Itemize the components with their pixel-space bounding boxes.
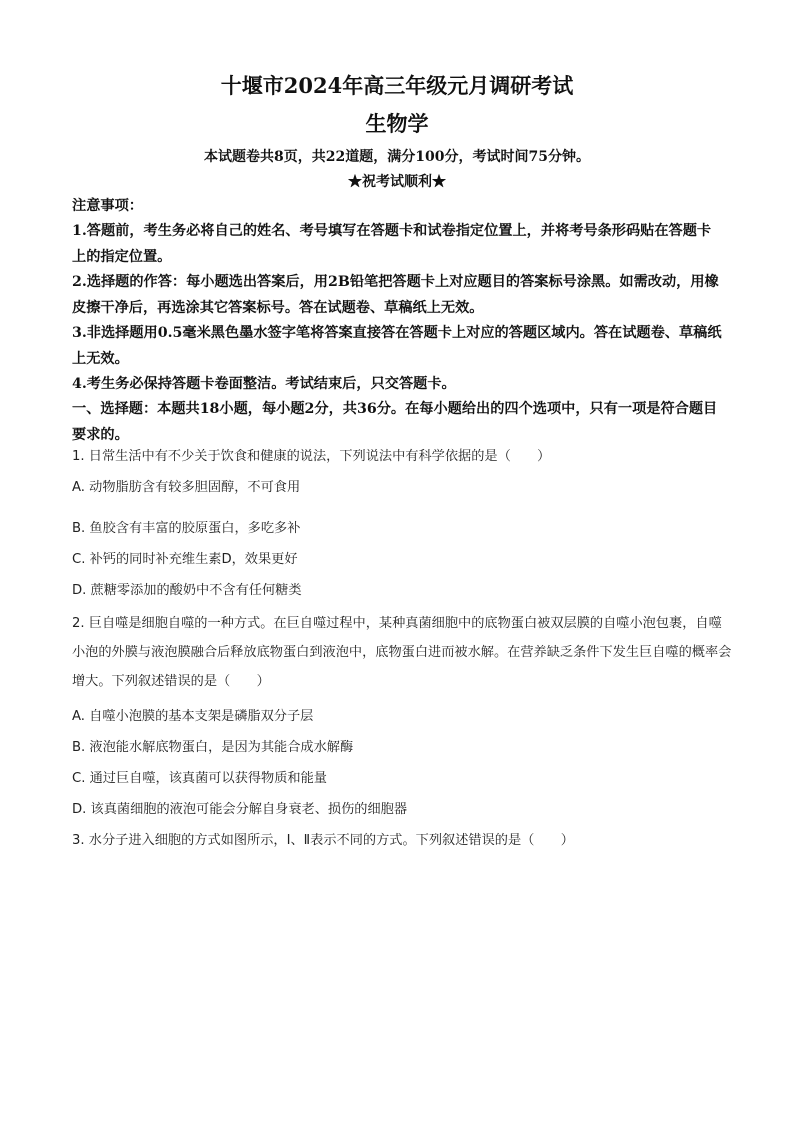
question-1-option-d: D. 蔗糖零添加的酸奶中不含有任何糖类 xyxy=(72,583,302,598)
question-1-option-c: C. 补钙的同时补充维生素D，效果更好 xyxy=(72,552,298,567)
notes-item-4: 4.考生务必保持答题卡卷面整洁。考试结束后，只交答题卡。 xyxy=(72,376,456,392)
good-luck-line: ★祝考试顺利★ xyxy=(348,174,446,190)
notes-heading: 注意事项： xyxy=(72,198,143,214)
question-1-option-a: A. 动物脂肪含有较多胆固醇，不可食用 xyxy=(72,480,301,495)
question-2-option-a: A. 自噬小泡膜的基本支架是磷脂双分子层 xyxy=(72,709,314,724)
question-1-option-b: B. 鱼胶含有丰富的胶原蛋白，多吃多补 xyxy=(72,521,301,536)
question-2-stem: 2. 巨自噬是细胞自噬的一种方式。在巨自噬过程中，某种真菌细胞中的底物蛋白被双层膜的自噬小泡包裹，自噬小泡的外膜与液泡膜融合后释放底物蛋白到液泡中，底物蛋白进而被水解。在营养缺乏条件下发生巨自噬的概率会增大。下列叙述错误的是（ ） xyxy=(72,616,732,689)
notes-item-3: 3.非选择题用0.5毫米黑色墨水签字笔将答案直接答在答题卡上对应的答题区域内。答在试题卷、草稿纸上无效。 xyxy=(72,325,722,367)
exam-info: 本试题卷共8页，共22道题，满分100分，考试时间75分钟。 xyxy=(204,149,590,165)
question-2-option-d: D. 该真菌细胞的液泡可能会分解自身衰老、损伤的细胞器 xyxy=(72,802,408,817)
question-1-stem: 1. 日常生活中有不少关于饮食和健康的说法，下列说法中有科学依据的是（ ） xyxy=(72,449,551,464)
section-heading: 一、选择题：本题共18小题，每小题2分，共36分。在每小题给出的四个选项中，只有一项是符合题目要求的。 xyxy=(72,401,718,443)
question-2-option-c: C. 通过巨自噬，该真菌可以获得物质和能量 xyxy=(72,771,327,786)
exam-title: 十堰市2024年高三年级元月调研考试 xyxy=(220,73,574,98)
subject-title: 生物学 xyxy=(365,111,429,136)
notes-item-2: 2.选择题的作答：每小题选出答案后，用2B铅笔把答题卡上对应题目的答案标号涂黑。如需改动，用橡皮擦干净后，再选涂其它答案标号。答在试题卷、草稿纸上无效。 xyxy=(72,274,719,316)
question-2-option-b: B. 液泡能水解底物蛋白，是因为其能合成水解酶 xyxy=(72,740,354,755)
notes-item-1: 1.答题前，考生务必将自己的姓名、考号填写在答题卡和试卷指定位置上，并将考号条形码贴在答题卡上的指定位置。 xyxy=(72,223,712,265)
question-3-stem: 3. 水分子进入细胞的方式如图所示，Ⅰ、Ⅱ表示不同的方式。下列叙述错误的是（ ） xyxy=(72,833,574,848)
